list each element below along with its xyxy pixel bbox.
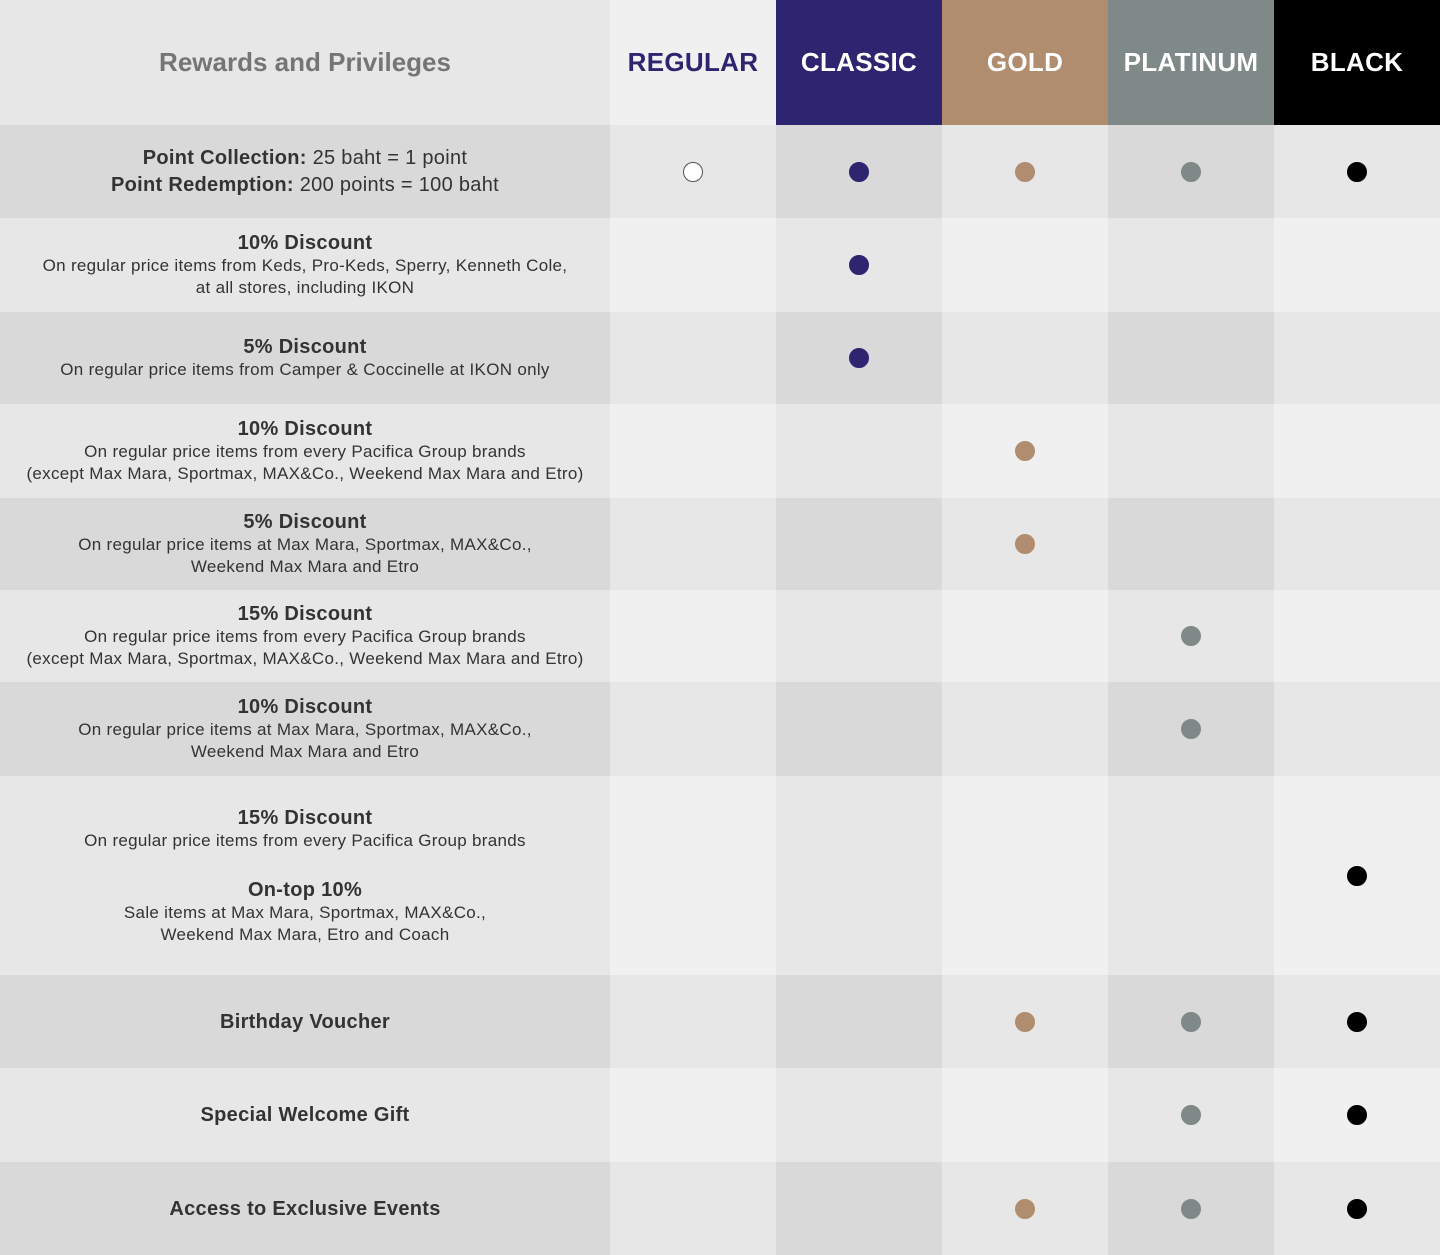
benefit-description [0,776,610,975]
benefit-description [0,498,610,590]
tier-cell-gold [942,1162,1108,1255]
benefit-detail-line: On regular price items from Keds, Pro-Keds, Sperry, Kenneth Cole, [42,256,568,275]
tier-dot-black [1347,1012,1367,1032]
benefit-description [0,218,610,312]
tier-cell-black [1274,975,1440,1068]
benefit-title: 10% Discount [237,232,373,254]
benefit-detail-line: Weekend Max Mara, Etro and Coach [160,924,450,944]
point-redemption-label: Point Redemption: [111,173,294,196]
tier-cell-gold [942,498,1108,590]
tier-cell-black [1274,312,1440,404]
tier-cell-gold [942,975,1108,1068]
tier-dot-platinum [1181,719,1201,739]
tier-cell-classic [776,498,942,590]
tier-cell-gold [942,312,1108,404]
tier-dot-gold [1015,1012,1035,1032]
tier-dot-black [1347,162,1367,182]
benefit-title: 10% Discount [237,696,373,718]
benefit-title: 15% Discount [237,806,373,829]
benefit-description [0,404,610,498]
tier-cell-platinum [1108,498,1274,590]
tier-cell-gold [942,125,1108,218]
benefit-detail-line: at all stores, including IKON [195,278,415,297]
tier-cell-regular [610,498,776,590]
tier-dot-platinum [1181,1105,1201,1125]
tier-cell-regular [610,404,776,498]
tier-dot-black [1347,1199,1367,1219]
point-collection-line [143,145,468,172]
benefit-detail-line: Sale items at Max Mara, Sportmax, MAX&Co., [123,902,487,922]
tier-cell-black [1274,1162,1440,1255]
benefit-title: 5% Discount [243,336,367,358]
benefit-detail-line: On regular price items from every Pacifica Group brands [84,442,526,461]
tier-cell-black [1274,1068,1440,1162]
benefit-description [0,590,610,682]
tier-dot-platinum [1181,1012,1201,1032]
benefit-description [0,975,610,1068]
tier-dot-gold [1015,441,1035,461]
tier-cell-platinum [1108,1162,1274,1255]
tier-cell-regular [610,682,776,776]
tier-cell-classic [776,682,942,776]
tier-header-black: BLACK [1274,0,1440,125]
tier-cell-regular [610,975,776,1068]
tier-cell-regular [610,312,776,404]
tier-cell-platinum [1108,218,1274,312]
tier-cell-platinum [1108,975,1274,1068]
tier-cell-platinum [1108,1068,1274,1162]
tier-cell-classic [776,312,942,404]
tier-cell-classic [776,590,942,682]
tier-cell-regular [610,1068,776,1162]
benefit-description [0,125,610,218]
tier-header-platinum: PLATINUM [1108,0,1274,125]
tier-cell-platinum [1108,404,1274,498]
tier-cell-gold [942,776,1108,975]
benefit-detail-line: On regular price items from Camper & Coccinelle at IKON only [60,360,550,379]
benefit-detail-line: Weekend Max Mara and Etro [190,557,420,576]
benefit-detail-line: On regular price items from every Pacifica Group brands [84,627,526,646]
tier-dot-gold [1015,534,1035,554]
benefit-detail-line: On regular price items from every Pacifica Group brands [84,830,526,850]
tier-dot-black [1347,866,1367,886]
benefit-title-secondary: On-top 10% [247,878,363,901]
tier-cell-black [1274,404,1440,498]
benefit-title: Birthday Voucher [219,1010,390,1033]
point-redemption-value: 200 points = 100 baht [293,173,499,196]
benefit-title: Special Welcome Gift [200,1104,410,1126]
tier-dot-platinum [1181,162,1201,182]
tier-cell-black [1274,776,1440,975]
tier-header-classic: CLASSIC [776,0,942,125]
table-header-label: Rewards and Privileges [0,0,610,125]
tier-dot-classic [849,162,869,182]
benefit-description [0,1068,610,1162]
tier-cell-regular [610,218,776,312]
tier-cell-platinum [1108,125,1274,218]
tier-cell-black [1274,590,1440,682]
benefit-title: 15% Discount [237,603,373,625]
benefit-title: 10% Discount [237,418,373,440]
tier-cell-classic [776,975,942,1068]
tier-cell-regular [610,590,776,682]
tier-dot-classic [849,348,869,368]
tier-cell-regular [610,776,776,975]
tier-dot-platinum [1181,626,1201,646]
tier-cell-regular [610,1162,776,1255]
tier-dot-gold [1015,162,1035,182]
tier-cell-classic [776,404,942,498]
benefit-detail-line: On regular price items at Max Mara, Sportmax, MAX&Co., [78,535,532,554]
tier-dot-black [1347,1105,1367,1125]
benefit-title: 5% Discount [243,511,367,533]
tier-cell-gold [942,1068,1108,1162]
tier-cell-black [1274,498,1440,590]
tier-dot-gold [1015,1199,1035,1219]
tier-cell-black [1274,682,1440,776]
tier-cell-classic [776,125,942,218]
tier-cell-classic [776,1068,942,1162]
tier-cell-platinum [1108,312,1274,404]
tier-cell-platinum [1108,682,1274,776]
tier-dot-platinum [1181,1199,1201,1219]
tier-dot-regular [683,162,703,182]
point-collection-value: 25 baht = 1 point [306,146,468,169]
tier-cell-platinum [1108,590,1274,682]
tier-cell-classic [776,776,942,975]
tier-cell-platinum [1108,776,1274,975]
point-collection-label: Point Collection: [142,146,307,169]
benefit-description [0,682,610,776]
tier-cell-gold [942,404,1108,498]
tier-cell-gold [942,218,1108,312]
benefit-detail-line: On regular price items at Max Mara, Sportmax, MAX&Co., [78,720,532,739]
tier-cell-gold [942,682,1108,776]
benefit-description [0,312,610,404]
benefit-detail-line: (except Max Mara, Sportmax, MAX&Co., Weekend Max Mara and Etro) [26,464,584,483]
tier-cell-classic [776,1162,942,1255]
tier-cell-black [1274,125,1440,218]
point-redemption-line [111,172,499,199]
tier-cell-classic [776,218,942,312]
tier-cell-black [1274,218,1440,312]
benefit-description [0,1162,610,1255]
benefit-detail-line: (except Max Mara, Sportmax, MAX&Co., Weekend Max Mara and Etro) [26,649,584,668]
tier-dot-classic [849,255,869,275]
benefit-detail-line: Weekend Max Mara and Etro [190,742,420,761]
tier-cell-gold [942,590,1108,682]
tier-header-regular: REGULAR [610,0,776,125]
tier-header-gold: GOLD [942,0,1108,125]
tier-cell-regular [610,125,776,218]
benefit-title: Access to Exclusive Events [169,1197,441,1220]
